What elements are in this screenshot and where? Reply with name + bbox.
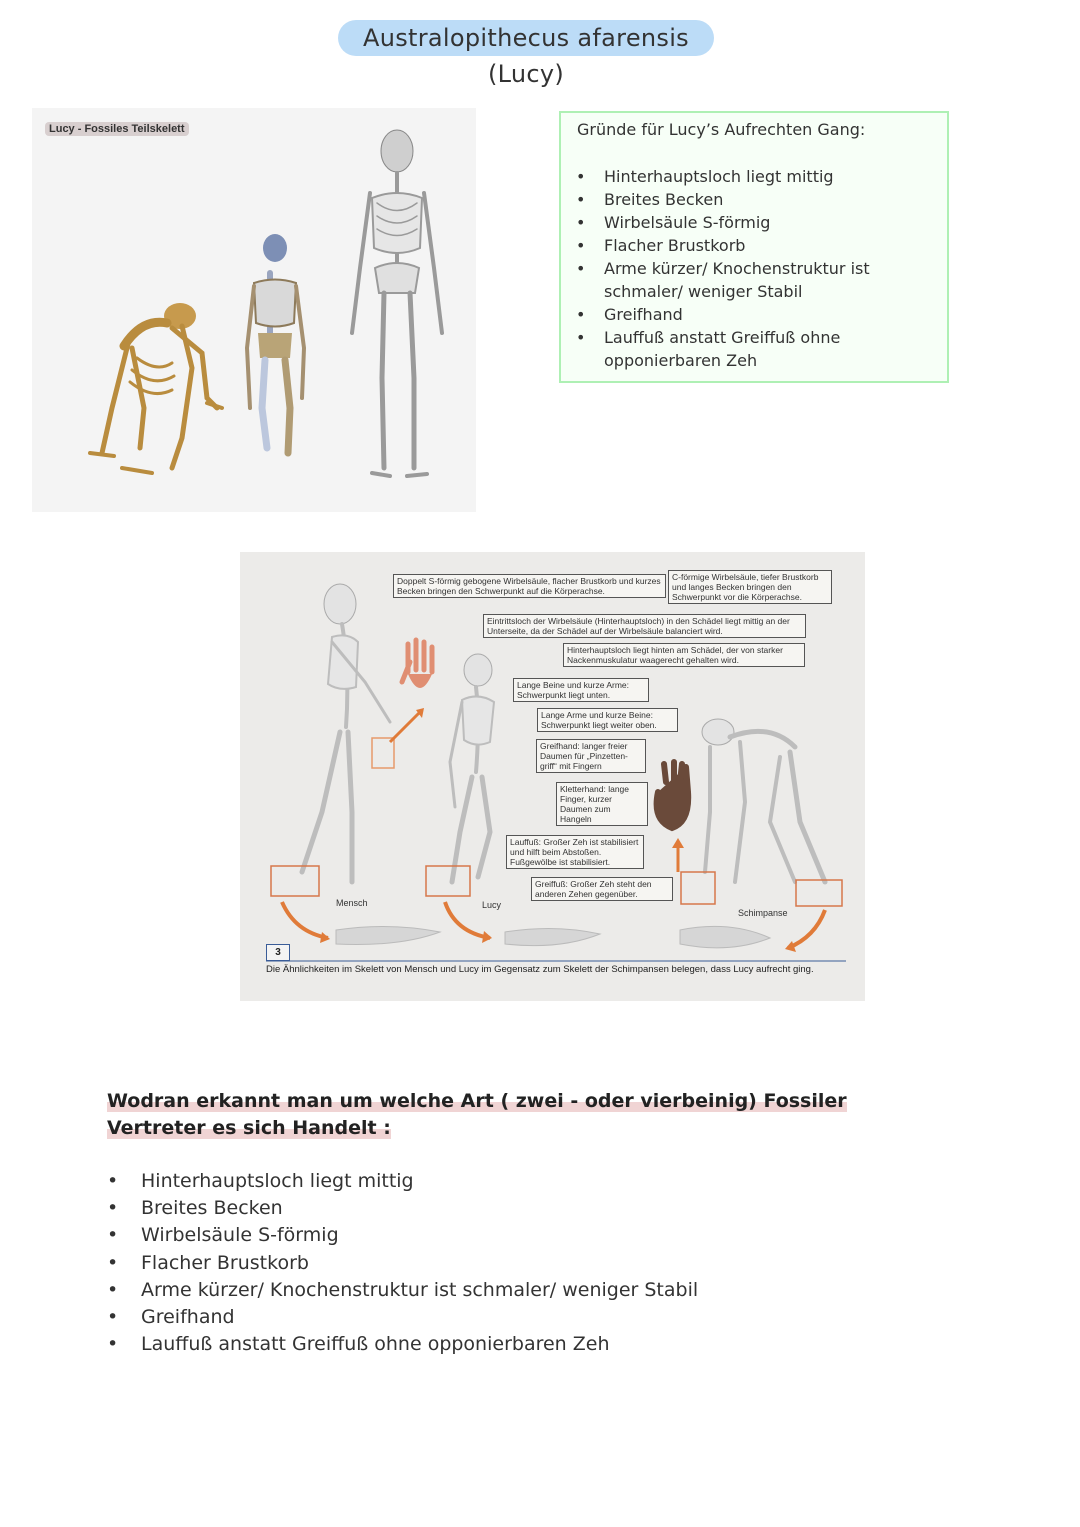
list-item: • Greifhand (107, 1304, 907, 1331)
callout-hinterhauptsloch: Hinterhauptsloch liegt hinten am Schädel, der von starker Nackenmuskulatur waagerecht gehalten wird. (563, 643, 805, 667)
foot-highlight-lucy (426, 866, 470, 896)
list-item: • Wirbelsäule S-förmig (107, 1222, 907, 1249)
callout-lange-arme: Lange Arme und kurze Beine: Schwerpunkt liegt weiter oben. (537, 708, 678, 732)
list-item: • Greifhand (576, 303, 946, 326)
callout-greifhand: Greifhand: langer freier Daumen für „Pinzetten-griff“ mit Fingern (536, 739, 646, 773)
human-skeleton (352, 130, 442, 476)
chimp-foot-icon (680, 926, 770, 947)
arrow-chimp-foot (788, 910, 825, 948)
label-mensch: Mensch (336, 898, 368, 908)
textbook-figure (240, 552, 865, 1001)
chimp-hand-icon (657, 762, 689, 828)
label-schimpanse: Schimpanse (738, 908, 788, 918)
photo-caption: Lucy - Fossiles Teilskelett (45, 122, 189, 136)
arrow-human-hand (390, 712, 420, 742)
list-item: • Wirbelsäule S-förmig (576, 211, 946, 234)
figure-lucy-skeleton (450, 654, 494, 882)
reasons-title: Gründe für Lucy’s Aufrechten Gang: (577, 120, 866, 139)
list-item: • Hinterhauptsloch liegt mittig (576, 165, 946, 188)
figure-number: 3 (266, 944, 290, 961)
list-item: • Lauffuß anstatt Greiffuß ohne opponierbaren Zeh (107, 1331, 907, 1358)
question-text: Wodran erkannt man um welche Art ( zwei - oder vierbeinig) Fossiler Vertreter es sich Handelt : (107, 1090, 847, 1139)
figure-caption: Die Ähnlichkeiten im Skelett von Mensch und Lucy im Gegensatz zum Skelett der Schimpansen belegen, dass Lucy aufrecht ging. (266, 964, 814, 975)
features-list (107, 1168, 907, 1358)
list-item: • Hinterhauptsloch liegt mittig (107, 1168, 907, 1195)
page-title: Australopithecus afarensis (Lucy) (363, 24, 689, 88)
list-item: • Breites Becken (576, 188, 946, 211)
list-item: • Arme kürzer/ Knochenstruktur ist schmaler/ weniger Stabil (107, 1277, 907, 1304)
chimpanzee-skeleton (90, 303, 222, 473)
callout-lauffuss: Lauffuß: Großer Zeh ist stabilisiert und hilft beim Abstoßen. Fußgewölbe ist stabilisiert. (506, 835, 644, 869)
callout-eintrittsloch: Eintrittsloch der Wirbelsäule (Hinterhauptsloch) in den Schädel liegt mittig an der Unterseite, da der Schädel auf der Wirbelsäule balanciert wird. (483, 614, 806, 638)
foot-highlight-chimp-2 (796, 880, 842, 906)
lucy-foot-icon (505, 928, 600, 945)
label-lucy: Lucy (482, 900, 502, 910)
list-item: • Lauffuß anstatt Greiffuß ohne opponierbaren Zeh (576, 326, 946, 372)
foot-highlight-human (271, 866, 319, 896)
callout-greiffuss: Greiffuß: Großer Zeh steht den anderen Zehen gegenüber. (531, 877, 673, 901)
figure-chimp-skeleton (702, 719, 825, 882)
question-heading (107, 1088, 937, 1142)
figure-human-skeleton (302, 584, 390, 882)
list-item: • Arme kürzer/ Knochenstruktur ist schmaler/ weniger Stabil (576, 257, 946, 303)
list-item: • Breites Becken (107, 1195, 907, 1222)
reasons-list (576, 165, 946, 372)
callout-c-form: C-förmige Wirbelsäule, tiefer Brustkorb und langes Becken bringen den Schwerpunkt vor die Körperachse. (668, 570, 832, 604)
callout-kletterhand: Kletterhand: lange Finger, kurzer Daumen zum Hangeln (556, 782, 648, 826)
callout-lange-beine: Lange Beine und kurze Arme: Schwerpunkt liegt unten. (513, 678, 649, 702)
lucy-skeleton (247, 234, 304, 453)
foot-highlight-chimp (681, 872, 715, 904)
skeletons-illustration (32, 108, 476, 512)
list-item: • Flacher Brustkorb (107, 1250, 907, 1277)
list-item: • Flacher Brustkorb (576, 234, 946, 257)
human-foot-icon (336, 926, 440, 944)
callout-s-form: Doppelt S-förmig gebogene Wirbelsäule, flacher Brustkorb und kurzes Becken bringen den Schwerpunkt auf die Körperachse. (393, 574, 666, 598)
arrow-human-foot (282, 902, 328, 938)
